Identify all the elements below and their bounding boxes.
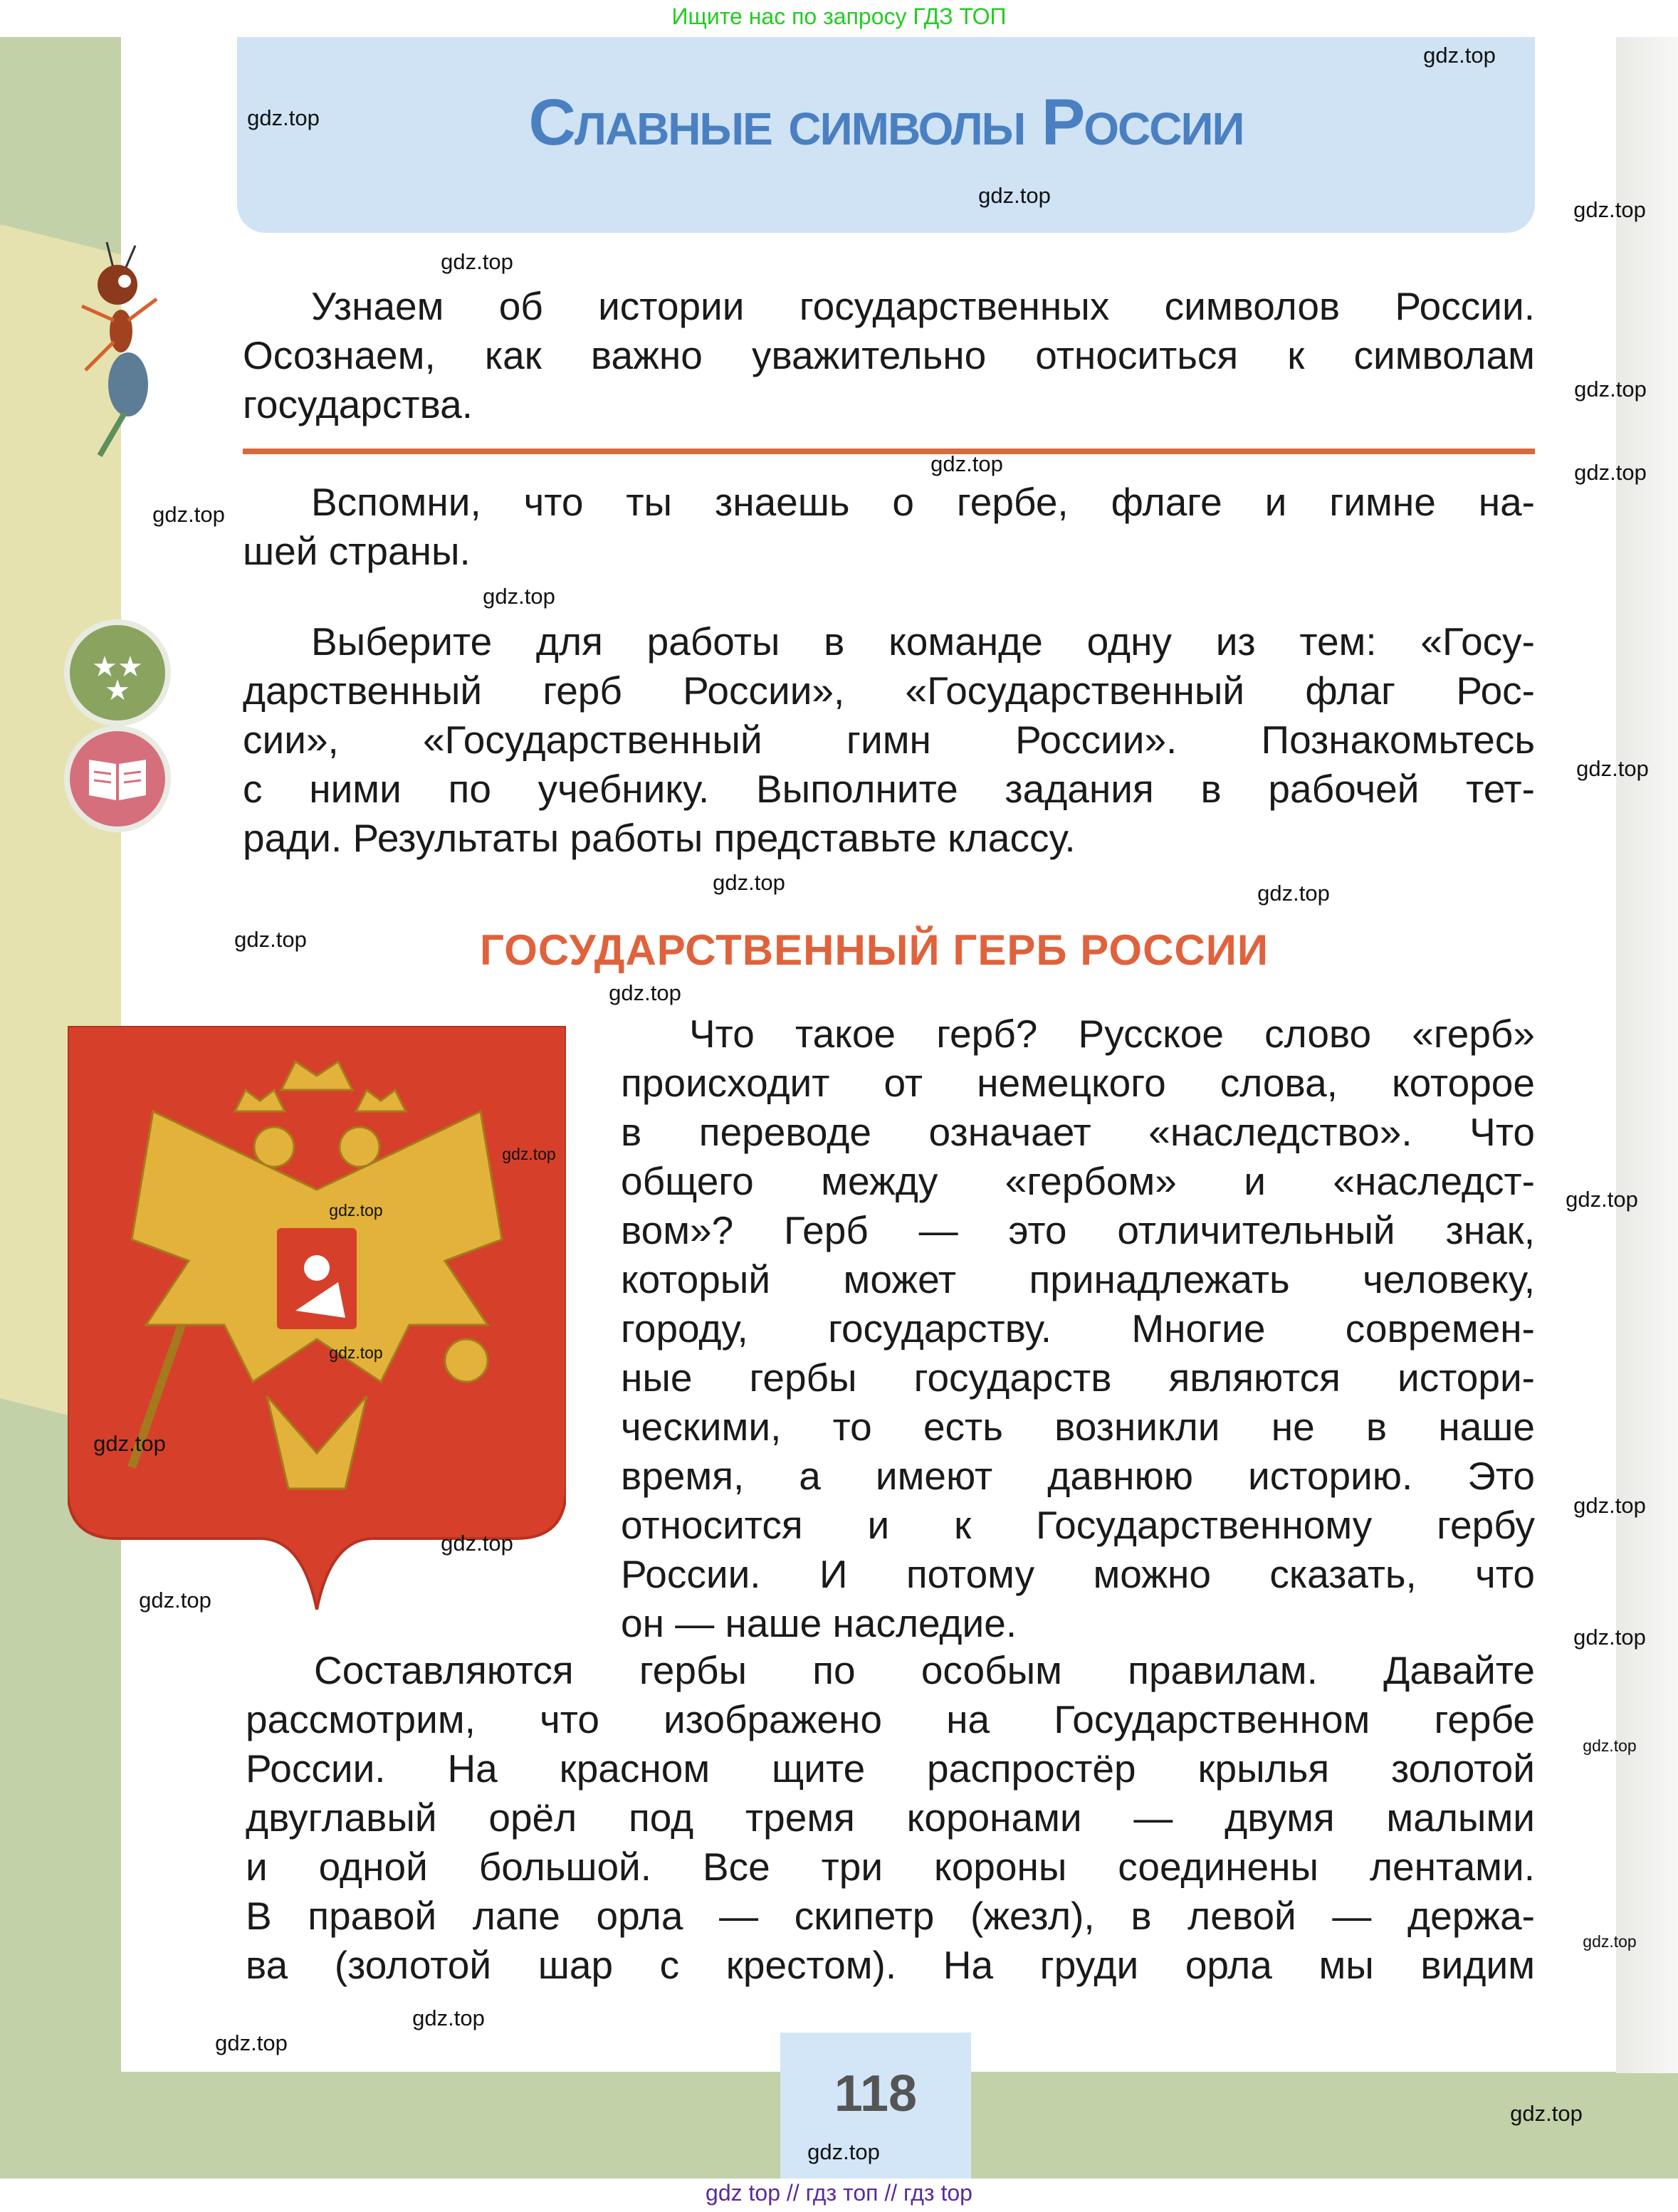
text-line: России. И потому можно сказать, что bbox=[621, 1552, 1535, 1596]
watermark: gdz.top bbox=[1423, 43, 1496, 68]
watermark: gdz.top bbox=[1574, 460, 1647, 485]
watermark: gdz.top bbox=[807, 2139, 880, 2164]
text-line: сии», «Государственный гимн России». Познакомьтесь bbox=[243, 718, 1535, 762]
text-line: шей страны. bbox=[243, 529, 471, 573]
watermark: gdz.top bbox=[609, 980, 681, 1005]
text-line: двуглавый орёл под тремя коронами — двумя малыми bbox=[246, 1796, 1535, 1840]
watermark: gdz.top bbox=[1574, 377, 1647, 402]
bottom-watermark-banner: gdz top // гдз топ // гдз top bbox=[0, 2179, 1678, 2212]
watermark: gdz.top bbox=[713, 870, 785, 895]
watermark: gdz.top bbox=[1566, 1187, 1638, 1212]
watermark: gdz.top bbox=[441, 249, 513, 274]
text-line: относится и к Государственному гербу bbox=[621, 1503, 1535, 1547]
watermark: gdz.top bbox=[930, 451, 1003, 476]
top-search-banner: Ищите нас по запросу ГДЗ ТОП bbox=[0, 0, 1678, 37]
remember-paragraph bbox=[243, 478, 1535, 576]
svg-text:★: ★ bbox=[105, 675, 130, 701]
text-line: с ними по учебнику. Выполните задания в рабочей тет- bbox=[243, 767, 1535, 811]
section-divider bbox=[243, 449, 1535, 454]
watermark: gdz.top bbox=[1576, 756, 1649, 781]
next-page-edge bbox=[1616, 37, 1678, 2073]
watermark: gdz.top bbox=[1583, 1932, 1637, 1951]
watermark: gdz.top bbox=[329, 1201, 383, 1220]
teamwork-stars-icon bbox=[64, 619, 171, 726]
text-line: Узнаем об истории государственных символов России. bbox=[311, 284, 1535, 328]
watermark: gdz.top bbox=[93, 1431, 166, 1456]
text-line: в переводе означает «наследство». Что bbox=[621, 1110, 1535, 1154]
section-heading: ГОСУДАРСТВЕННЫЙ ГЕРБ РОССИИ bbox=[480, 926, 1269, 974]
watermark: gdz.top bbox=[329, 1343, 383, 1362]
watermark: gdz.top bbox=[1573, 1493, 1646, 1518]
rules-paragraph bbox=[246, 1646, 1535, 1990]
text-line: городу, государству. Многие современ- bbox=[621, 1306, 1535, 1351]
watermark: gdz.top bbox=[215, 2030, 288, 2055]
text-line: и одной большой. Все три короны соединены лентами. bbox=[246, 1845, 1535, 1889]
watermark: gdz.top bbox=[247, 105, 320, 130]
watermark: gdz.top bbox=[1583, 1736, 1637, 1755]
text-line: ради. Результаты работы представьте классу. bbox=[243, 816, 1076, 860]
text-line: он — наше наследие. bbox=[621, 1601, 1017, 1645]
watermark: gdz.top bbox=[234, 927, 307, 952]
watermark: gdz.top bbox=[483, 584, 555, 609]
text-line: Осознаем, как важно уважительно относиться к символам bbox=[243, 333, 1535, 377]
text-line: общего между «гербом» и «наследст- bbox=[621, 1159, 1535, 1203]
text-line: ва (золотой шар с крестом). На груди орла мы видим bbox=[246, 1943, 1535, 1987]
watermark: gdz.top bbox=[412, 2006, 485, 2030]
text-line: ные гербы государств являются истори- bbox=[621, 1356, 1535, 1400]
watermark: gdz.top bbox=[1257, 881, 1330, 906]
coat-of-arms-image bbox=[68, 1026, 566, 1613]
watermark: gdz.top bbox=[152, 502, 225, 527]
text-line: дарственный герб России», «Государственный флаг Рос- bbox=[243, 669, 1535, 713]
text-line: Выберите для работы в команде одну из тем: «Госу- bbox=[311, 619, 1535, 664]
text-line: В правой лапе орла — скипетр (жезл), в левой — держа- bbox=[246, 1894, 1535, 1938]
watermark: gdz.top bbox=[502, 1145, 556, 1163]
coat-of-arms-paragraph bbox=[621, 1010, 1535, 1648]
page-title: Славные символы России bbox=[528, 86, 1244, 159]
page-number: 118 bbox=[834, 2065, 918, 2122]
intro-paragraph bbox=[243, 282, 1535, 429]
watermark: gdz.top bbox=[441, 1531, 513, 1556]
text-line: который может принадлежать человеку, bbox=[621, 1257, 1535, 1301]
watermark: gdz.top bbox=[139, 1588, 211, 1613]
text-line: ческими, то есть возникли не в наше bbox=[621, 1405, 1535, 1449]
textbook-icon bbox=[64, 725, 171, 832]
watermark: gdz.top bbox=[978, 183, 1051, 208]
text-line: время, а имеют давнюю историю. Это bbox=[621, 1454, 1535, 1498]
text-line: государства. bbox=[243, 382, 473, 426]
text-line: Составляются гербы по особым правилам. Давайте bbox=[314, 1648, 1535, 1692]
ant-mascot-icon bbox=[71, 242, 164, 470]
svg-text:★★: ★★ bbox=[92, 651, 143, 683]
watermark: gdz.top bbox=[1573, 1625, 1646, 1650]
text-line: рассмотрим, что изображено на Государственном гербе bbox=[246, 1697, 1535, 1741]
watermark: gdz.top bbox=[1573, 197, 1646, 222]
text-line: Что такое герб? Русское слово «герб» bbox=[689, 1012, 1535, 1056]
text-line: России. На красном щите распростёр крылья золотой bbox=[246, 1746, 1535, 1791]
task-paragraph bbox=[243, 617, 1535, 863]
text-line: Вспомни, что ты знаешь о гербе, флаге и гимне на- bbox=[311, 480, 1535, 524]
watermark: gdz.top bbox=[1510, 2101, 1583, 2126]
text-line: вом»? Герб — это отличительный знак, bbox=[621, 1208, 1535, 1252]
text-line: происходит от немецкого слова, которое bbox=[621, 1061, 1535, 1105]
